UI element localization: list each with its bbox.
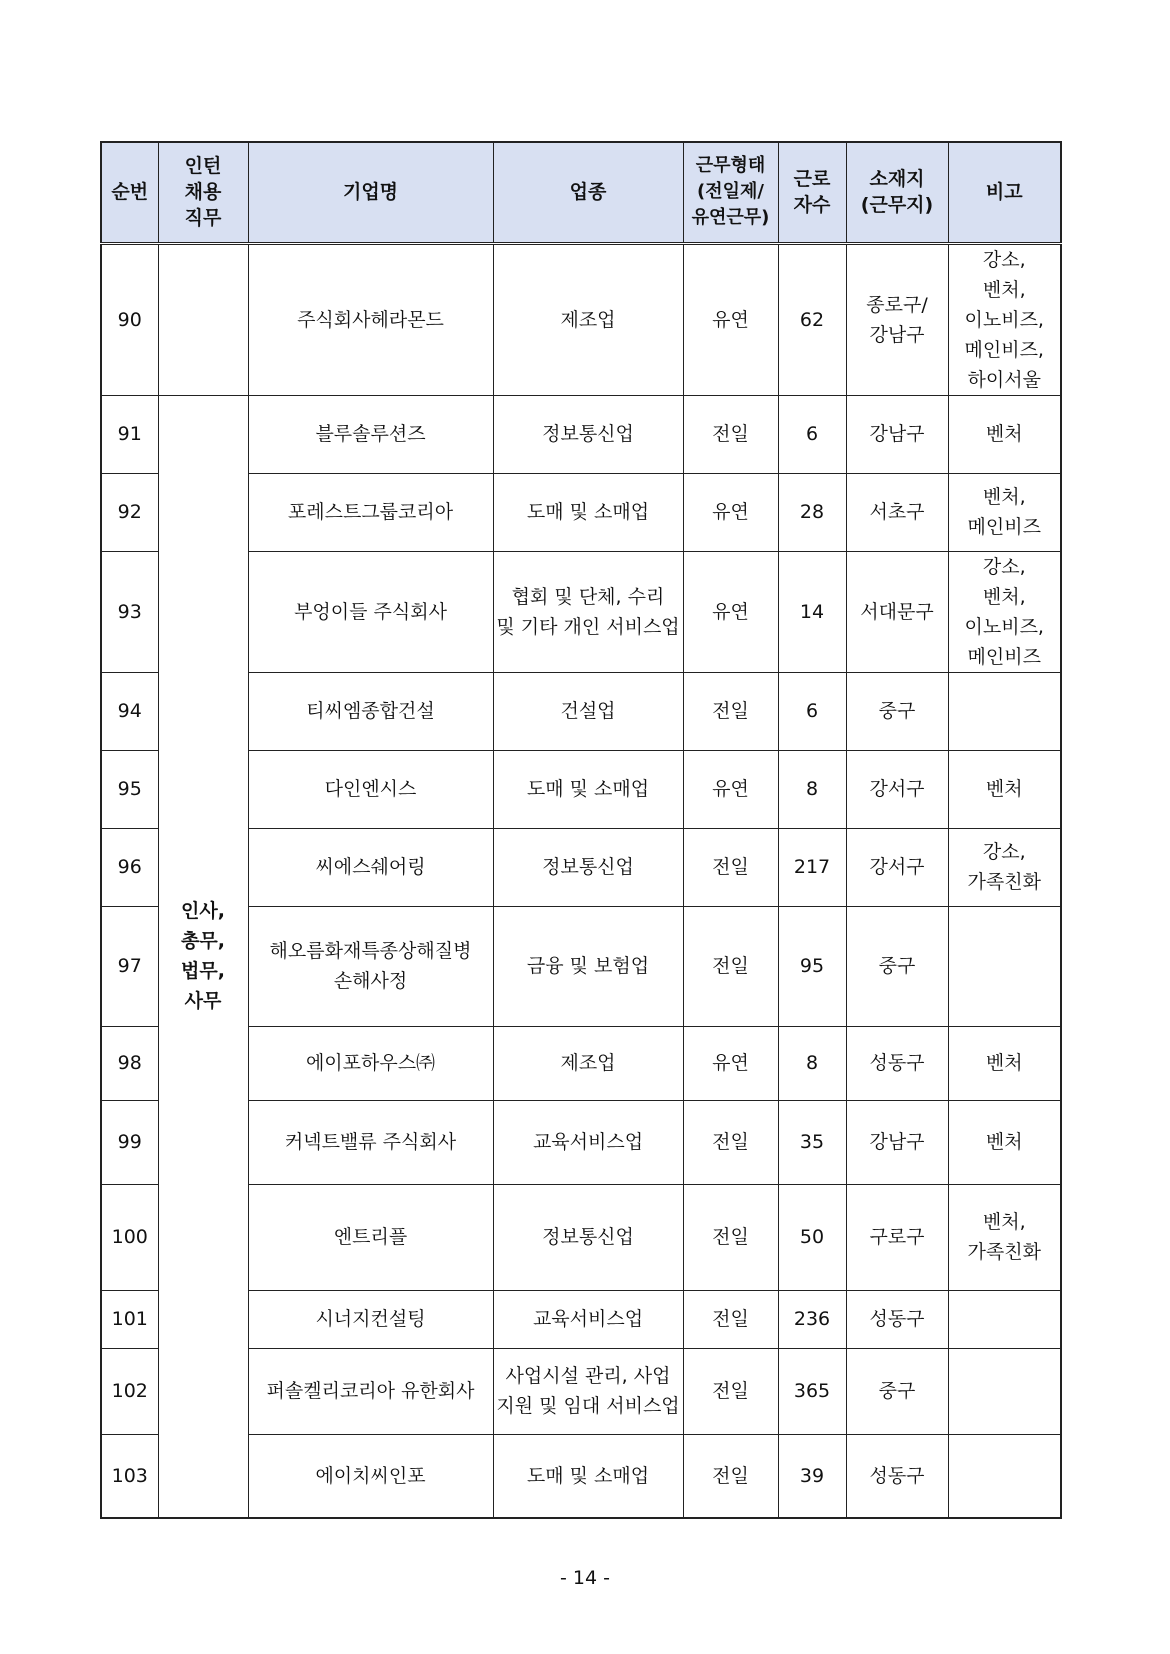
row-company-line: 주식회사헤라몬드 (297, 308, 444, 331)
row-company (248, 1100, 493, 1184)
row-location-line: 강서구 (869, 856, 925, 878)
row-note (948, 243, 1061, 395)
row-location (846, 1026, 948, 1100)
row-note-line: 메인비즈 (967, 645, 1041, 668)
row-industry (493, 1290, 683, 1348)
row-industry (493, 1184, 683, 1290)
row-no: 91 (101, 395, 158, 473)
row-note-line: 벤처, (982, 278, 1026, 301)
header-role: 인턴 채용 직무 (158, 142, 248, 243)
row-note (948, 672, 1061, 750)
row-no: 93 (101, 551, 158, 672)
row-workers: 217 (778, 828, 846, 906)
row-note-line: 벤처 (985, 423, 1023, 445)
row-company (248, 906, 493, 1026)
row-location-line: 성동구 (869, 1464, 925, 1487)
row-industry-line: 도매 및 소매업 (526, 501, 650, 523)
row-industry-line: 금융 및 보험업 (526, 955, 650, 977)
row-company-line: 엔트리플 (333, 1226, 408, 1248)
row-location (846, 1434, 948, 1518)
row-worktype: 전일 (683, 395, 778, 473)
row-company-line: 시너지컨설팅 (315, 1308, 426, 1330)
row-industry (493, 906, 683, 1026)
row-worktype: 전일 (683, 1184, 778, 1290)
header-row (101, 142, 1061, 243)
header-location: 소재지 (근무지) (846, 142, 948, 243)
row-no: 90 (101, 243, 158, 395)
row-industry (493, 551, 683, 672)
row-no: 102 (101, 1348, 158, 1434)
row-company-line: 커넥트밸류 주식회사 (284, 1131, 457, 1153)
row-no: 97 (101, 906, 158, 1026)
row-worktype: 전일 (683, 672, 778, 750)
row-location-line: 성동구 (869, 1052, 925, 1074)
role-group-line: 법무, (181, 960, 225, 983)
row-location-line: 강남구 (869, 423, 925, 445)
row-company-line: 에이포하우스㈜ (305, 1052, 436, 1074)
role-group-line: 총무, (181, 930, 225, 953)
row-no: 101 (101, 1290, 158, 1348)
row-note-line: 이노비즈, (964, 308, 1044, 331)
role-group-cell (158, 395, 248, 1518)
row-industry-line: 정보통신업 (542, 856, 634, 878)
row-workers: 6 (778, 395, 846, 473)
header-note: 비고 (948, 142, 1061, 243)
row-location-line: 종로구/ (866, 293, 928, 316)
row-location (846, 473, 948, 551)
row-role-empty (158, 243, 248, 395)
row-worktype: 유연 (683, 750, 778, 828)
row-note-line: 강소, (982, 248, 1026, 271)
row-industry (493, 672, 683, 750)
row-note-line: 가족친화 (967, 871, 1041, 893)
row-industry-line: 도매 및 소매업 (526, 778, 650, 800)
row-workers: 8 (778, 1026, 846, 1100)
row-workers: 6 (778, 672, 846, 750)
row-note-line: 가족친화 (967, 1241, 1041, 1263)
header-company: 기업명 (248, 142, 493, 243)
table-row (101, 243, 1061, 395)
row-company (248, 243, 493, 395)
row-note (948, 395, 1061, 473)
row-industry-line: 건설업 (560, 700, 616, 722)
row-industry (493, 395, 683, 473)
row-industry (493, 828, 683, 906)
row-location (846, 1348, 948, 1434)
row-industry-line: 사업시설 관리, 사업 (505, 1365, 671, 1387)
row-company-line: 씨에스쉐어링 (315, 856, 426, 878)
row-company (248, 672, 493, 750)
row-company (248, 551, 493, 672)
row-note (948, 1184, 1061, 1290)
row-company-line: 에이치씨인포 (315, 1464, 426, 1487)
row-note-line: 벤처, (982, 1211, 1026, 1233)
row-note-line: 메인비즈 (967, 516, 1041, 538)
row-worktype: 전일 (683, 1434, 778, 1518)
row-note (948, 1348, 1061, 1434)
row-worktype: 전일 (683, 1348, 778, 1434)
row-industry-line: 및 기타 개인 서비스업 (496, 615, 680, 638)
table-row (101, 395, 1061, 473)
row-company (248, 1026, 493, 1100)
row-industry-line: 지원 및 임대 서비스업 (496, 1395, 680, 1417)
row-note-line: 이노비즈, (964, 615, 1044, 638)
row-industry-line: 제조업 (560, 1052, 616, 1074)
row-workers: 236 (778, 1290, 846, 1348)
row-workers: 50 (778, 1184, 846, 1290)
row-workers: 8 (778, 750, 846, 828)
row-location-line: 중구 (878, 700, 916, 722)
row-industry (493, 473, 683, 551)
row-company (248, 1348, 493, 1434)
row-note (948, 1026, 1061, 1100)
row-location (846, 1184, 948, 1290)
row-company-line: 블루솔루션즈 (315, 423, 426, 445)
row-workers: 35 (778, 1100, 846, 1184)
row-location (846, 672, 948, 750)
role-group-line: 사무 (184, 990, 222, 1013)
row-industry (493, 1026, 683, 1100)
row-industry-line: 정보통신업 (542, 423, 634, 445)
row-note-line: 벤처 (985, 1131, 1023, 1153)
row-company (248, 828, 493, 906)
row-worktype: 유연 (683, 473, 778, 551)
role-group-line: 인사, (181, 900, 225, 923)
row-worktype: 유연 (683, 243, 778, 395)
row-location (846, 1290, 948, 1348)
row-company (248, 1290, 493, 1348)
row-workers: 95 (778, 906, 846, 1026)
row-company-line: 티씨엠종합건설 (306, 700, 435, 722)
row-worktype: 전일 (683, 1100, 778, 1184)
row-no: 96 (101, 828, 158, 906)
row-note-line: 벤처 (985, 1052, 1023, 1074)
row-note (948, 906, 1061, 1026)
row-location-line: 성동구 (869, 1308, 925, 1330)
row-location-line: 서대문구 (860, 600, 934, 623)
row-company-line: 손해사정 (333, 970, 408, 992)
row-note (948, 1290, 1061, 1348)
row-industry-line: 교육서비스업 (532, 1308, 644, 1330)
row-location-line: 중구 (878, 1380, 916, 1402)
row-note-line: 벤처, (982, 486, 1026, 508)
row-company-line: 포레스트그룹코리아 (287, 501, 454, 523)
row-company-line: 부엉이들 주식회사 (294, 600, 447, 623)
row-worktype: 전일 (683, 1290, 778, 1348)
header-worktype: 근무형태 (전일제/ 유연근무) (683, 142, 778, 243)
row-location-line: 중구 (878, 955, 916, 977)
row-no: 100 (101, 1184, 158, 1290)
row-location-line: 강서구 (869, 778, 925, 800)
row-industry (493, 1348, 683, 1434)
row-industry-line: 정보통신업 (542, 1226, 634, 1248)
row-location-line: 강남구 (869, 1131, 925, 1153)
row-note-line: 하이서울 (967, 368, 1041, 391)
row-company (248, 473, 493, 551)
row-company (248, 395, 493, 473)
row-location-line: 구로구 (869, 1226, 925, 1248)
row-industry (493, 750, 683, 828)
header-no: 순번 (101, 142, 158, 243)
row-location (846, 750, 948, 828)
header-industry: 업종 (493, 142, 683, 243)
row-note (948, 750, 1061, 828)
row-no: 92 (101, 473, 158, 551)
row-note-line: 벤처 (985, 778, 1023, 800)
row-note (948, 828, 1061, 906)
row-industry (493, 243, 683, 395)
row-note (948, 1434, 1061, 1518)
company-table (100, 141, 1062, 1519)
row-workers: 28 (778, 473, 846, 551)
row-industry-line: 제조업 (560, 308, 616, 331)
row-note (948, 1100, 1061, 1184)
row-workers: 14 (778, 551, 846, 672)
row-no: 94 (101, 672, 158, 750)
page-number: - 14 - (560, 1567, 610, 1589)
row-company-line: 다인엔시스 (324, 778, 417, 800)
row-industry-line: 교육서비스업 (532, 1131, 644, 1153)
row-note-line: 벤처, (982, 585, 1026, 608)
row-company (248, 1434, 493, 1518)
row-location (846, 1100, 948, 1184)
row-note (948, 473, 1061, 551)
row-location-line: 서초구 (869, 501, 925, 523)
row-company (248, 1184, 493, 1290)
row-location-line: 강남구 (869, 323, 925, 346)
row-industry (493, 1100, 683, 1184)
row-no: 103 (101, 1434, 158, 1518)
row-no: 98 (101, 1026, 158, 1100)
row-workers: 62 (778, 243, 846, 395)
row-worktype: 전일 (683, 828, 778, 906)
row-note-line: 강소, (982, 555, 1026, 578)
row-worktype: 전일 (683, 906, 778, 1026)
row-workers: 365 (778, 1348, 846, 1434)
row-location (846, 906, 948, 1026)
row-note-line: 강소, (982, 841, 1026, 863)
row-industry-line: 협회 및 단체, 수리 (511, 585, 665, 608)
row-company-line: 퍼솔켈리코리아 유한회사 (266, 1380, 475, 1402)
row-no: 99 (101, 1100, 158, 1184)
row-location (846, 243, 948, 395)
row-worktype: 유연 (683, 551, 778, 672)
row-note (948, 551, 1061, 672)
row-location (846, 828, 948, 906)
row-worktype: 유연 (683, 1026, 778, 1100)
header-workers: 근로 자수 (778, 142, 846, 243)
row-location (846, 551, 948, 672)
row-location (846, 395, 948, 473)
row-no: 95 (101, 750, 158, 828)
row-workers: 39 (778, 1434, 846, 1518)
row-industry-line: 도매 및 소매업 (526, 1464, 650, 1487)
row-company (248, 750, 493, 828)
row-industry (493, 1434, 683, 1518)
row-note-line: 메인비즈, (964, 338, 1044, 361)
row-company-line: 해오름화재특종상해질병 (269, 940, 472, 962)
